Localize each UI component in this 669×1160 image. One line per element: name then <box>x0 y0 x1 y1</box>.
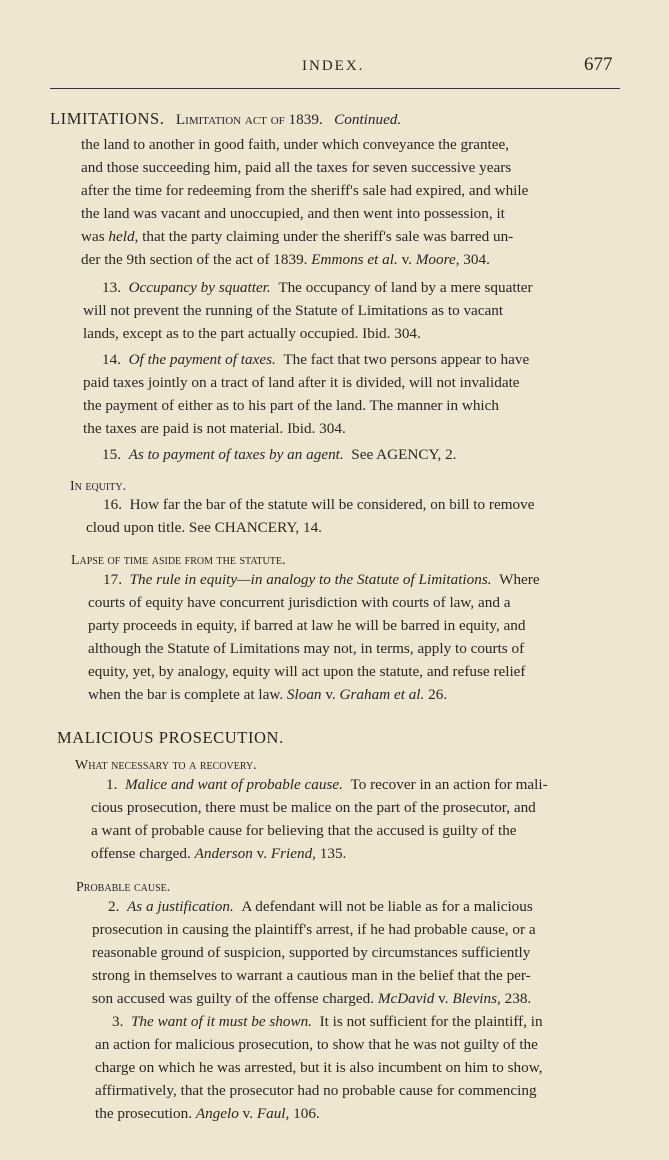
text: 135. <box>315 845 347 862</box>
entry-number: 14. <box>102 351 121 368</box>
entry-14 <box>102 350 529 370</box>
section-heading-limitations <box>50 109 401 130</box>
case-party: Friend, <box>270 845 316 862</box>
text: v. <box>252 845 271 862</box>
text-line: although the Statute of Limitations may not, in terms, apply to courts of <box>88 640 525 657</box>
text: v. <box>238 1105 257 1122</box>
text: 238. <box>500 990 532 1007</box>
entry-1 <box>106 775 548 795</box>
entry-3 <box>112 1012 543 1032</box>
case-party: Moore <box>415 251 456 268</box>
text: A defendant will not be liable as for a malicious <box>241 898 533 915</box>
text: , that the party claiming under the sheriff's sale was barred un- <box>134 228 514 245</box>
text: The fact that two persons appear to have <box>283 351 530 368</box>
continued-label: Continued. <box>334 111 402 128</box>
entry-15 <box>102 445 456 465</box>
entry-2 <box>108 897 533 917</box>
text: offense charged. <box>91 845 195 862</box>
entry-number: 17. <box>103 571 122 588</box>
case-party: Angelo <box>195 1105 239 1122</box>
entry-topic: Occupancy by squatter. <box>128 279 271 296</box>
case-party: Anderson <box>194 845 253 862</box>
text-line: will not prevent the running of the Statute of Limitations as to vacant <box>83 302 504 319</box>
case-party: Emmons et al. <box>311 251 398 268</box>
text-line-citation <box>81 250 490 270</box>
text-line: charge on which he was arrested, but it is also incumbent on him to show, <box>95 1059 543 1076</box>
entry-topic: As to payment of taxes by an agent. <box>128 446 344 463</box>
text-line: and those succeeding him, paid all the taxes for seven successive years <box>81 159 512 176</box>
text: v. <box>434 990 453 1007</box>
case-party: Sloan <box>286 686 322 703</box>
subheading-what-necessary: What necessary to a recovery. <box>75 758 257 773</box>
text-line: an action for malicious prosecution, to show that he was not guilty of the <box>95 1036 538 1053</box>
entry-topic: The rule in equity—in analogy to the Statute of Limitations. <box>129 571 492 588</box>
entry-16 <box>103 495 534 515</box>
text-line: cious prosecution, there must be malice on the part of the prosecutor, and <box>91 799 536 816</box>
text: To recover in an action for mali- <box>350 776 548 793</box>
text: when the bar is complete at law. <box>88 686 287 703</box>
case-party: Graham et al. <box>339 686 425 703</box>
text-line-citation <box>95 1104 320 1124</box>
entry-number: 15. <box>102 446 121 463</box>
page-number: 677 <box>584 54 613 75</box>
heading-text: LIMITATIONS. <box>50 109 165 128</box>
entry-17 <box>103 570 540 590</box>
text-line: strong in themselves to warrant a cautious man in the belief that the per- <box>92 967 531 984</box>
entry-number: 3. <box>112 1013 124 1030</box>
text-line-citation <box>92 989 531 1009</box>
text-line: the payment of either as to his part of the land. The manner in which <box>83 397 499 414</box>
text: How far the bar of the statute will be considered, on bill to remove <box>129 496 535 513</box>
subheading-probable-cause: Probable cause. <box>76 880 171 895</box>
text-line: cloud upon title. See CHANCERY, 14. <box>86 519 322 536</box>
entry-13 <box>102 278 533 298</box>
text-line: prosecution in causing the plaintiff's arrest, if he had probable cause, or a <box>92 921 536 938</box>
running-title: INDEX. <box>302 58 365 74</box>
text-line: a want of probable cause for believing that the accused is guilty of the <box>91 822 517 839</box>
text: 26. <box>424 686 448 703</box>
case-party: McDavid <box>377 990 435 1007</box>
running-head <box>0 54 669 78</box>
text: v. <box>397 251 416 268</box>
text-line: equity, yet, by analogy, equity will act upon the statute, and refuse relief <box>88 663 526 680</box>
entry-topic: Malice and want of probable cause. <box>124 776 343 793</box>
case-party: Faul, <box>256 1105 290 1122</box>
entry-number: 13. <box>102 279 121 296</box>
entry-number: 1. <box>106 776 118 793</box>
subheading-lapse-of-time: Lapse of time aside from the statute. <box>71 553 286 568</box>
text: It is not sufficient for the plaintiff, in <box>319 1013 543 1030</box>
subheading-text: Limitation act of 1839. <box>175 111 323 128</box>
text-line-citation <box>91 844 346 864</box>
text-line-citation <box>88 685 447 705</box>
entry-topic: Of the payment of taxes. <box>128 351 276 368</box>
text: was <box>81 228 109 245</box>
entry-topic: The want of it must be shown. <box>130 1013 312 1030</box>
text: der the 9th section of the act of 1839. <box>81 251 312 268</box>
text: The occupancy of land by a mere squatter <box>278 279 533 296</box>
text-line: courts of equity have concurrent jurisdiction with courts of law, and a <box>88 594 511 611</box>
text-line: after the time for redeeming from the sheriff's sale had expired, and while <box>81 182 529 199</box>
text: 106. <box>289 1105 320 1122</box>
text-line: the land to another in good faith, under which conveyance the grantee, <box>81 136 510 153</box>
text-line: paid taxes jointly on a tract of land after it is divided, will not invalidate <box>83 374 520 391</box>
header-rule <box>50 88 620 89</box>
text-line: party proceeds in equity, if barred at law he will be barred in equity, and <box>88 617 526 634</box>
text-line: the taxes are paid is not material. Ibid. 304. <box>83 420 346 437</box>
text: son accused was guilty of the offense charged. <box>92 990 378 1007</box>
entry-number: 2. <box>108 898 120 915</box>
text-line: the land was vacant and unoccupied, and then went into possession, it <box>81 205 505 222</box>
text: v. <box>321 686 340 703</box>
cross-reference: See AGENCY, 2. <box>351 446 457 463</box>
text: the prosecution. <box>95 1105 196 1122</box>
subheading-in-equity: In equity. <box>70 479 127 494</box>
text-line <box>81 227 513 247</box>
entry-number: 16. <box>103 496 122 513</box>
entry-topic: As a justification. <box>126 898 234 915</box>
text-line: affirmatively, that the prosecutor had no probable cause for commencing <box>95 1082 537 1099</box>
text: Where <box>499 571 540 588</box>
text-line: lands, except as to the part actually occupied. Ibid. 304. <box>83 325 421 342</box>
text: , 304. <box>455 251 490 268</box>
text-line: reasonable ground of suspicion, supported by circumstances sufficiently <box>92 944 531 961</box>
italic-text: held <box>108 228 135 245</box>
section-heading-malicious-prosecution: MALICIOUS PROSECUTION. <box>57 728 284 747</box>
case-party: Blevins, <box>452 990 501 1007</box>
